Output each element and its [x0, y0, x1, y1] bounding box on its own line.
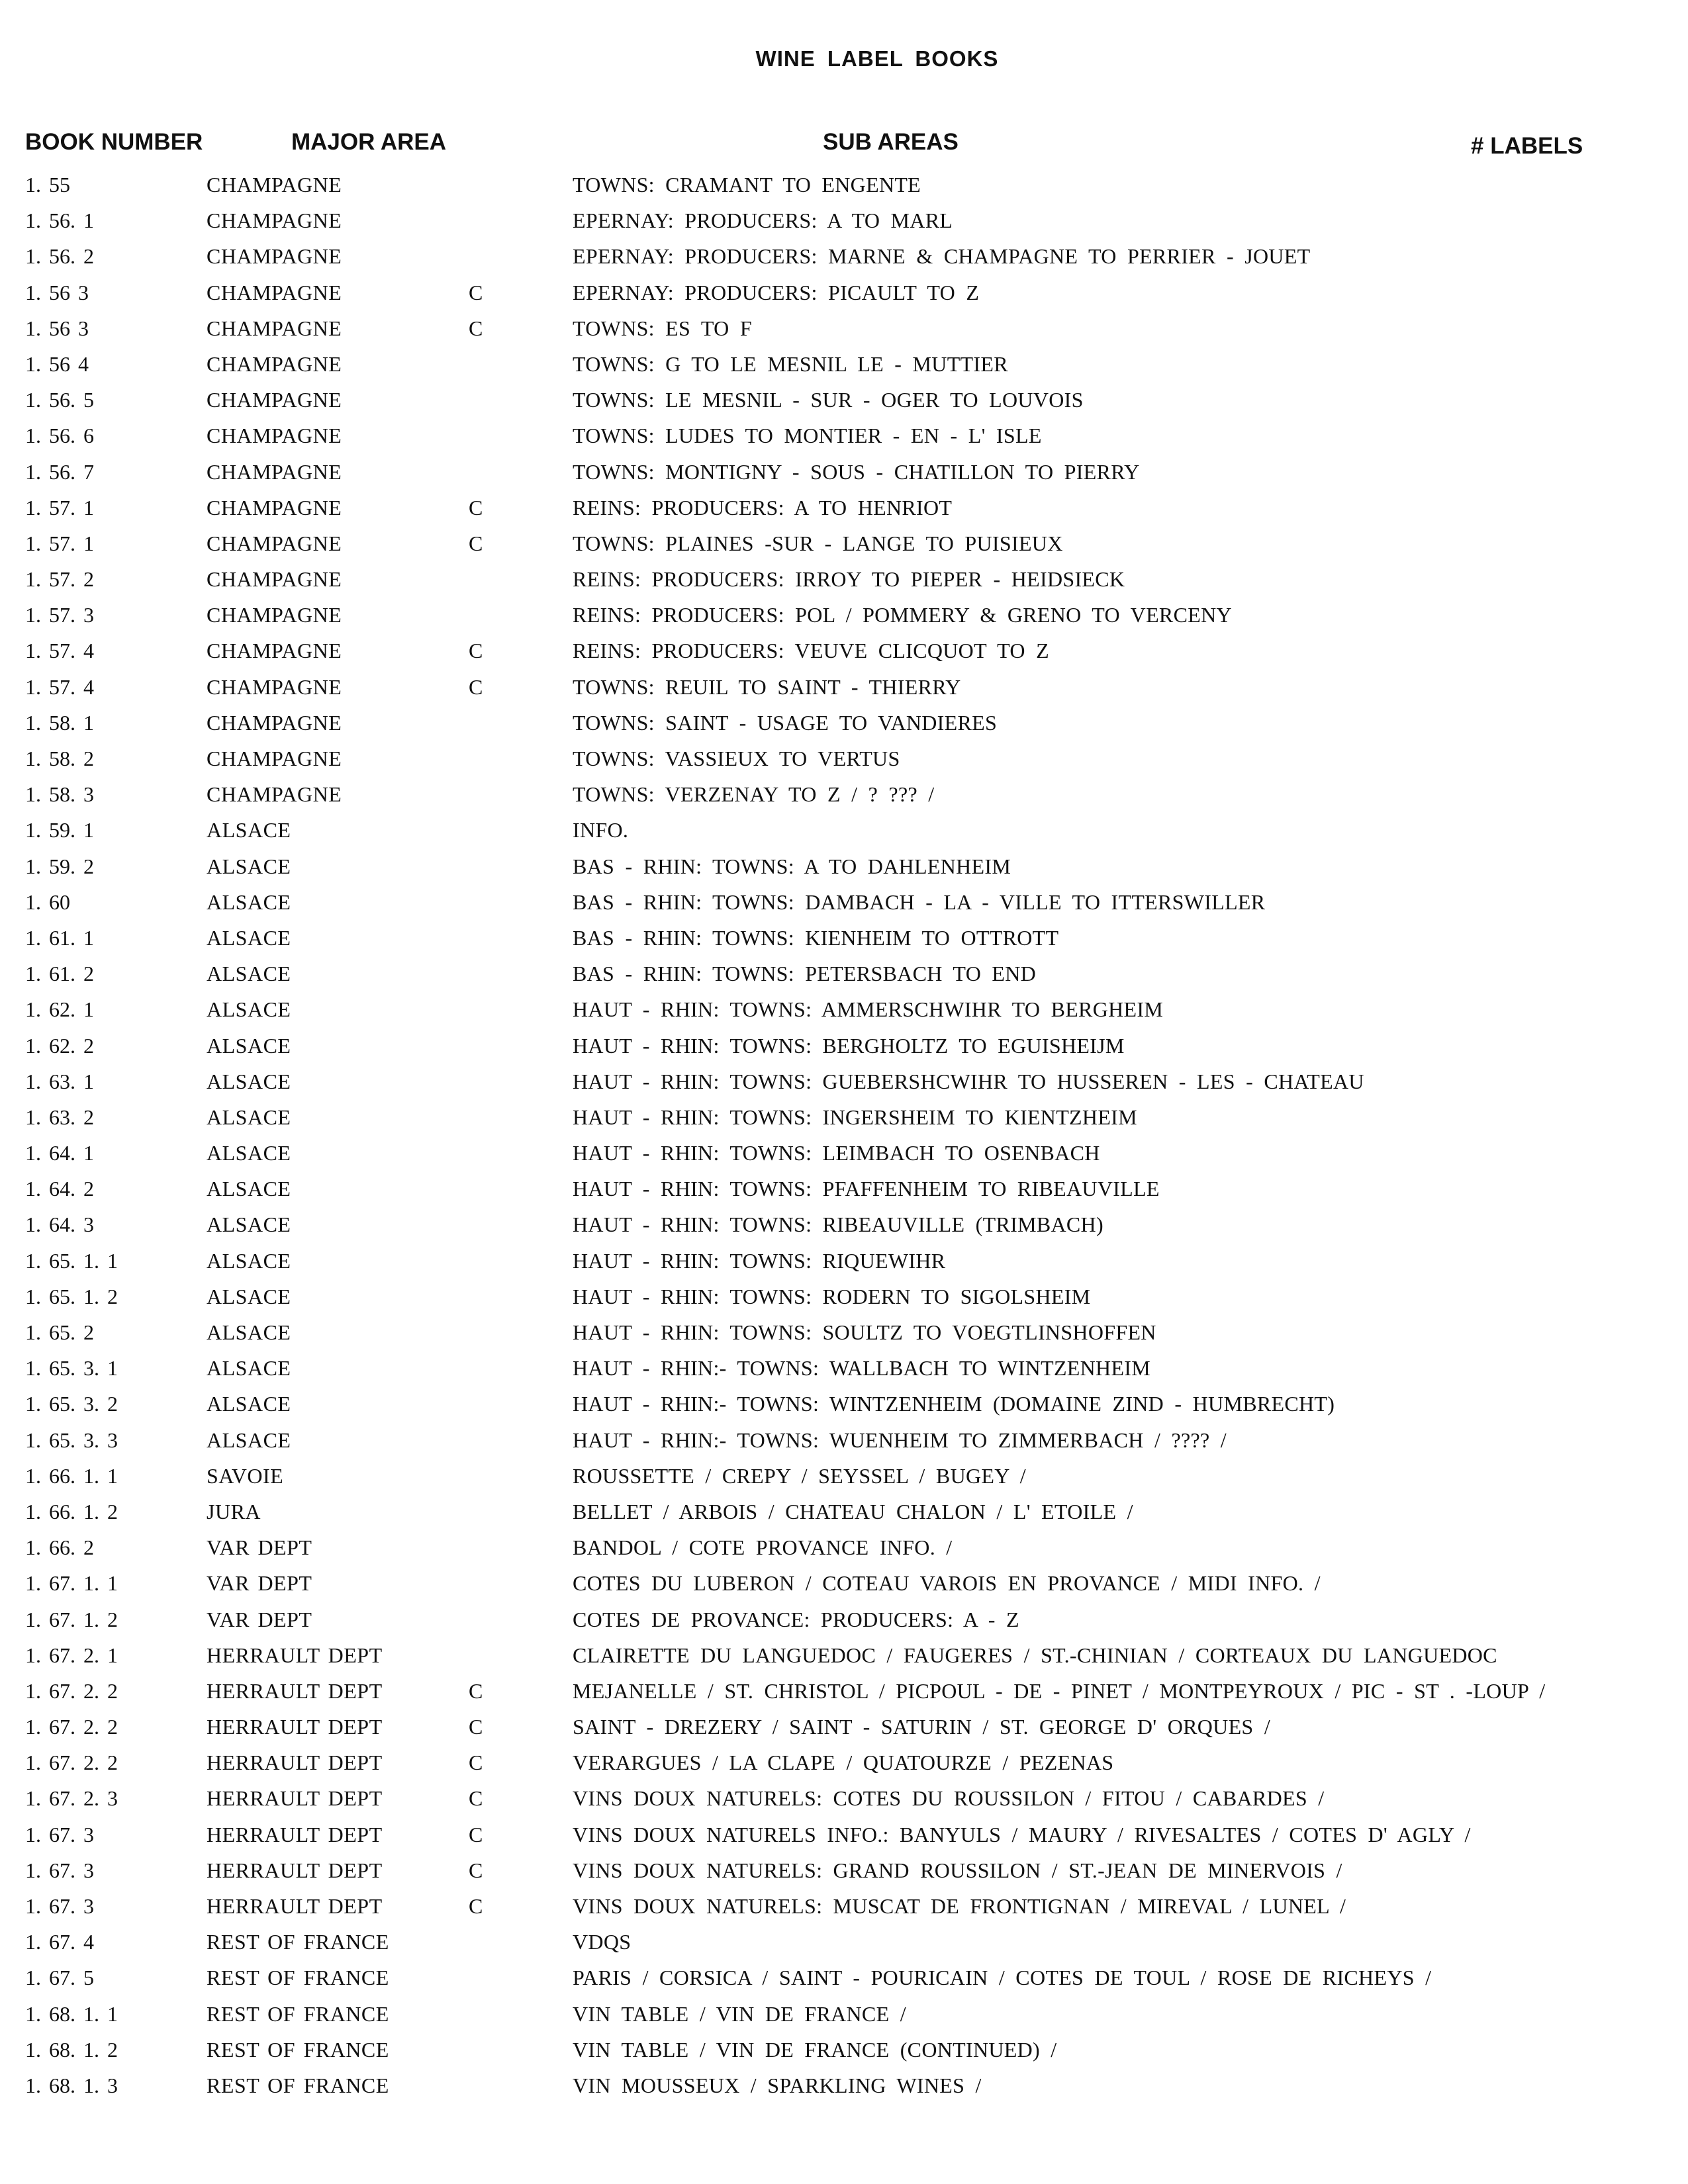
sub-areas-cell: COTES DU LUBERON / COTEAU VAROIS EN PROVANCE / MIDI INFO. / [573, 1571, 1321, 1596]
table-row [0, 1780, 1688, 1816]
table-row [0, 1888, 1688, 1924]
table-row [0, 956, 1688, 991]
sub-areas-cell: HAUT - RHIN: TOWNS: BERGHOLTZ TO EGUISHEIJM [573, 1033, 1125, 1058]
major-area-cell: REST OF FRANCE [207, 2073, 389, 2097]
book-number-cell: 1. 67. 5 [25, 1966, 94, 1990]
book-number-cell: 1. 67. 2. 2 [25, 1715, 118, 1739]
major-area-cell: CHAMPAGNE [207, 244, 342, 269]
book-number-cell: 1. 57. 2 [25, 567, 94, 592]
book-number-cell: 1. 61. 1 [25, 925, 94, 950]
book-number-cell: 1. 57. 1 [25, 495, 94, 520]
book-number-cell: 1. 57. 4 [25, 639, 94, 663]
table-row [0, 1028, 1688, 1064]
book-number-cell: 1. 67. 1. 2 [25, 1607, 118, 1631]
sub-areas-cell: EPERNAY: PRODUCERS: A TO MARL [573, 208, 953, 233]
sub-areas-cell: VIN TABLE / VIN DE FRANCE / [573, 2001, 906, 2026]
table-row [0, 2068, 1688, 2103]
major-area-cell: HERRAULT DEPT [207, 1678, 383, 1703]
table-row [0, 1852, 1688, 1888]
major-area-cell: CHAMPAGNE [207, 639, 342, 663]
sub-areas-cell: EPERNAY: PRODUCERS: PICAULT TO Z [573, 280, 980, 304]
table-row [0, 1602, 1688, 1637]
major-area-cell: CHAMPAGNE [207, 782, 342, 807]
sub-areas-cell: TOWNS: LE MESNIL - SUR - OGER TO LOUVOIS [573, 388, 1084, 412]
header-sub-areas: SUB AREAS [823, 129, 959, 155]
table-row [0, 848, 1688, 884]
table-row [0, 1745, 1688, 1780]
major-area-cell: ALSACE [207, 1033, 291, 1058]
table-row [0, 1709, 1688, 1745]
major-area-cell: REST OF FRANCE [207, 1966, 389, 1990]
sub-areas-cell: VINS DOUX NATURELS INFO.: BANYULS / MAURY / RIVESALTES / COTES D' AGLY / [573, 1822, 1471, 1846]
sub-areas-cell: SAINT - DREZERY / SAINT - SATURIN / ST. GEORGE D' ORQUES / [573, 1715, 1271, 1739]
header-book-number: BOOK NUMBER [25, 129, 203, 155]
major-area-cell: ALSACE [207, 997, 291, 1022]
table-row [0, 1637, 1688, 1673]
sub-areas-cell: HAUT - RHIN: TOWNS: INGERSHEIM TO KIENTZHEIM [573, 1105, 1137, 1129]
table-row [0, 1064, 1688, 1099]
table-row [0, 1135, 1688, 1171]
sub-areas-cell: EPERNAY: PRODUCERS: MARNE & CHAMPAGNE TO PERRIER - JOUET [573, 244, 1311, 269]
table-row [0, 1206, 1688, 1242]
book-number-cell: 1. 59. 2 [25, 854, 94, 878]
major-area-cell: JURA [207, 1499, 261, 1524]
sub-areas-cell: HAUT - RHIN: TOWNS: RODERN TO SIGOLSHEIM [573, 1284, 1091, 1308]
table-row [0, 1422, 1688, 1458]
table-row [0, 1314, 1688, 1350]
major-area-cell: HERRAULT DEPT [207, 1643, 383, 1667]
book-number-cell: 1. 65. 3. 3 [25, 1428, 118, 1452]
flag-cell: C [469, 674, 483, 699]
major-area-cell: CHAMPAGNE [207, 459, 342, 484]
flag-cell: C [469, 531, 483, 555]
sub-areas-cell: HAUT - RHIN: TOWNS: PFAFFENHEIM TO RIBEAUVILLE [573, 1177, 1160, 1201]
major-area-cell: CHAMPAGNE [207, 495, 342, 520]
book-number-cell: 1. 61. 2 [25, 962, 94, 986]
book-number-cell: 1. 68. 1. 3 [25, 2073, 118, 2097]
sub-areas-cell: TOWNS: VASSIEUX TO VERTUS [573, 747, 900, 770]
major-area-cell: REST OF FRANCE [207, 2037, 389, 2062]
major-area-cell: ALSACE [207, 1177, 291, 1201]
major-area-cell: ALSACE [207, 1320, 291, 1344]
book-number-cell: 1. 57. 1 [25, 531, 94, 555]
sub-areas-cell: ROUSSETTE / CREPY / SEYSSEL / BUGEY / [573, 1463, 1026, 1488]
sub-areas-cell: TOWNS: ES TO F [573, 316, 752, 340]
book-number-cell: 1. 67. 4 [25, 1930, 94, 1954]
table-row [0, 1099, 1688, 1135]
book-number-cell: 1. 56. 5 [25, 388, 94, 412]
sub-areas-cell: TOWNS: PLAINES -SUR - LANGE TO PUISIEUX [573, 531, 1063, 555]
major-area-cell: HERRAULT DEPT [207, 1822, 383, 1846]
major-area-cell: CHAMPAGNE [207, 351, 342, 376]
table-row [0, 1350, 1688, 1386]
major-area-cell: CHAMPAGNE [207, 674, 342, 699]
table-row [0, 382, 1688, 418]
sub-areas-cell: TOWNS: VERZENAY TO Z / ? ??? / [573, 782, 935, 807]
table-row [0, 1817, 1688, 1852]
major-area-cell: ALSACE [207, 818, 291, 842]
major-area-cell: ALSACE [207, 889, 291, 914]
table-row [0, 238, 1688, 274]
page-title: WINE LABEL BOOKS [755, 46, 999, 71]
book-number-cell: 1. 67. 2. 2 [25, 1678, 118, 1703]
major-area-cell: ALSACE [207, 1069, 291, 1093]
major-area-cell: ALSACE [207, 1284, 291, 1308]
major-area-cell: CHAMPAGNE [207, 567, 342, 592]
table-row [0, 1458, 1688, 1494]
book-number-cell: 1. 55 [25, 173, 70, 197]
sub-areas-cell: TOWNS: SAINT - USAGE TO VANDIERES [573, 710, 998, 735]
major-area-cell: ALSACE [207, 1248, 291, 1273]
major-area-cell: CHAMPAGNE [207, 280, 342, 304]
book-number-cell: 1. 64. 3 [25, 1212, 94, 1237]
table-row [0, 1996, 1688, 2032]
book-number-cell: 1. 56 3 [25, 280, 89, 304]
flag-cell: C [469, 1822, 483, 1846]
table-row [0, 1960, 1688, 1995]
major-area-cell: CHAMPAGNE [207, 603, 342, 627]
book-number-cell: 1. 67. 2. 2 [25, 1751, 118, 1775]
flag-cell: C [469, 1751, 483, 1775]
table-row [0, 812, 1688, 848]
major-area-cell: HERRAULT DEPT [207, 1751, 383, 1775]
book-number-cell: 1. 67. 3 [25, 1894, 94, 1918]
flag-cell: C [469, 1678, 483, 1703]
table-row [0, 991, 1688, 1027]
book-number-cell: 1. 66. 2 [25, 1535, 94, 1560]
major-area-cell: ALSACE [207, 1356, 291, 1381]
table-row [0, 669, 1688, 705]
book-number-cell: 1. 67. 2. 1 [25, 1643, 118, 1667]
major-area-cell: REST OF FRANCE [207, 2001, 389, 2026]
book-number-cell: 1. 67. 3 [25, 1822, 94, 1846]
flag-cell: C [469, 280, 483, 304]
table-header [0, 129, 1688, 162]
sub-areas-cell: REINS: PRODUCERS: A TO HENRIOT [573, 495, 953, 520]
sub-areas-cell: VIN MOUSSEUX / SPARKLING WINES / [573, 2073, 982, 2097]
table-row [0, 776, 1688, 812]
table-row [0, 1565, 1688, 1601]
book-number-cell: 1. 62. 2 [25, 1033, 94, 1058]
major-area-cell: HERRAULT DEPT [207, 1858, 383, 1882]
major-area-cell: ALSACE [207, 1428, 291, 1452]
book-number-cell: 1. 66. 1. 2 [25, 1499, 118, 1524]
book-number-cell: 1. 62. 1 [25, 997, 94, 1022]
table-row [0, 920, 1688, 956]
book-number-cell: 1. 56. 7 [25, 459, 94, 484]
book-number-cell: 1. 58. 2 [25, 747, 94, 770]
sub-areas-cell: VINS DOUX NATURELS: COTES DU ROUSSILON / FITOU / CABARDES / [573, 1786, 1325, 1811]
major-area-cell: CHAMPAGNE [207, 173, 342, 197]
table-row [0, 633, 1688, 668]
book-number-cell: 1. 67. 3 [25, 1858, 94, 1882]
sub-areas-cell: HAUT - RHIN: TOWNS: SOULTZ TO VOEGTLINSHOFFEN [573, 1320, 1156, 1344]
table-row [0, 2032, 1688, 2068]
table-row [0, 310, 1688, 346]
book-number-cell: 1. 56 3 [25, 316, 89, 340]
sub-areas-cell: HAUT - RHIN: TOWNS: RIBEAUVILLE (TRIMBACH) [573, 1212, 1103, 1237]
sub-areas-cell: HAUT - RHIN: TOWNS: AMMERSCHWIHR TO BERGHEIM [573, 997, 1164, 1022]
sub-areas-cell: HAUT - RHIN:- TOWNS: WINTZENHEIM (DOMAINE ZIND - HUMBRECHT) [573, 1392, 1335, 1416]
sub-areas-cell: BAS - RHIN: TOWNS: A TO DAHLENHEIM [573, 854, 1011, 878]
major-area-cell: HERRAULT DEPT [207, 1894, 383, 1918]
sub-areas-cell: COTES DE PROVANCE: PRODUCERS: A - Z [573, 1607, 1019, 1631]
book-number-cell: 1. 56. 1 [25, 208, 94, 233]
book-number-cell: 1. 68. 1. 1 [25, 2001, 118, 2026]
table-row [0, 346, 1688, 382]
major-area-cell: REST OF FRANCE [207, 1930, 389, 1954]
sub-areas-cell: REINS: PRODUCERS: VEUVE CLICQUOT TO Z [573, 639, 1049, 663]
table-row [0, 741, 1688, 776]
major-area-cell: CHAMPAGNE [207, 316, 342, 340]
table-row [0, 1673, 1688, 1709]
book-number-cell: 1. 56. 2 [25, 244, 94, 269]
sub-areas-cell: HAUT - RHIN: TOWNS: RIQUEWIHR [573, 1248, 946, 1273]
major-area-cell: VAR DEPT [207, 1607, 312, 1631]
sub-areas-cell: TOWNS: G TO LE MESNIL LE - MUTTIER [573, 351, 1008, 376]
sub-areas-cell: INFO. [573, 818, 629, 842]
major-area-cell: ALSACE [207, 854, 291, 878]
sub-areas-cell: BAS - RHIN: TOWNS: PETERSBACH TO END [573, 962, 1037, 986]
table-row [0, 1171, 1688, 1206]
major-area-cell: CHAMPAGNE [207, 710, 342, 735]
sub-areas-cell: TOWNS: LUDES TO MONTIER - EN - L' ISLE [573, 424, 1042, 448]
sub-areas-cell: REINS: PRODUCERS: POL / POMMERY & GRENO TO VERCENY [573, 603, 1232, 627]
sub-areas-cell: BANDOL / COTE PROVANCE INFO. / [573, 1535, 953, 1560]
table-row [0, 561, 1688, 597]
table-row [0, 1494, 1688, 1529]
table-row [0, 167, 1688, 203]
book-number-cell: 1. 57. 4 [25, 674, 94, 699]
sub-areas-cell: MEJANELLE / ST. CHRISTOL / PICPOUL - DE - PINET / MONTPEYROUX / PIC - ST . -LOUP / [573, 1678, 1546, 1703]
major-area-cell: ALSACE [207, 925, 291, 950]
sub-areas-cell: PARIS / CORSICA / SAINT - POURICAIN / COTES DE TOUL / ROSE DE RICHEYS / [573, 1966, 1432, 1990]
table-row [0, 525, 1688, 561]
table-row [0, 203, 1688, 238]
major-area-cell: CHAMPAGNE [207, 388, 342, 412]
major-area-cell: VAR DEPT [207, 1571, 312, 1596]
major-area-cell: CHAMPAGNE [207, 531, 342, 555]
sub-areas-cell: CLAIRETTE DU LANGUEDOC / FAUGERES / ST.-CHINIAN / CORTEAUX DU LANGUEDOC [573, 1643, 1497, 1667]
major-area-cell: ALSACE [207, 1141, 291, 1165]
table-row [0, 275, 1688, 310]
book-number-cell: 1. 58. 3 [25, 782, 94, 807]
table-row [0, 1243, 1688, 1279]
sub-areas-cell: VINS DOUX NATURELS: MUSCAT DE FRONTIGNAN / MIREVAL / LUNEL / [573, 1894, 1346, 1918]
major-area-cell: VAR DEPT [207, 1535, 312, 1560]
book-number-cell: 1. 65. 1. 2 [25, 1284, 118, 1308]
major-area-cell: ALSACE [207, 1392, 291, 1416]
table-row [0, 418, 1688, 453]
major-area-cell: CHAMPAGNE [207, 208, 342, 233]
sub-areas-cell: TOWNS: REUIL TO SAINT - THIERRY [573, 674, 961, 699]
book-number-cell: 1. 67. 2. 3 [25, 1786, 118, 1811]
book-number-cell: 1. 64. 1 [25, 1141, 94, 1165]
book-number-cell: 1. 60 [25, 889, 70, 914]
flag-cell: C [469, 495, 483, 520]
book-number-cell: 1. 57. 3 [25, 603, 94, 627]
sub-areas-cell: HAUT - RHIN: TOWNS: LEIMBACH TO OSENBACH [573, 1141, 1100, 1165]
header-labels-count: # LABELS [1471, 133, 1583, 159]
sub-areas-cell: BAS - RHIN: TOWNS: KIENHEIM TO OTTROTT [573, 925, 1059, 950]
sub-areas-cell: VERARGUES / LA CLAPE / QUATOURZE / PEZENAS [573, 1751, 1114, 1775]
flag-cell: C [469, 316, 483, 340]
flag-cell: C [469, 639, 483, 663]
book-number-cell: 1. 67. 1. 1 [25, 1571, 118, 1596]
flag-cell: C [469, 1858, 483, 1882]
major-area-cell: CHAMPAGNE [207, 424, 342, 448]
book-number-cell: 1. 65. 1. 1 [25, 1248, 118, 1273]
flag-cell: C [469, 1786, 483, 1811]
sub-areas-cell: BELLET / ARBOIS / CHATEAU CHALON / L' ETOILE / [573, 1499, 1133, 1524]
sub-areas-cell: VINS DOUX NATURELS: GRAND ROUSSILON / ST.-JEAN DE MINERVOIS / [573, 1858, 1342, 1882]
sub-areas-cell: HAUT - RHIN:- TOWNS: WALLBACH TO WINTZENHEIM [573, 1356, 1151, 1381]
book-number-cell: 1. 58. 1 [25, 710, 94, 735]
sub-areas-cell: TOWNS: CRAMANT TO ENGENTE [573, 173, 921, 197]
major-area-cell: ALSACE [207, 962, 291, 986]
major-area-cell: HERRAULT DEPT [207, 1715, 383, 1739]
flag-cell: C [469, 1715, 483, 1739]
table-row [0, 705, 1688, 741]
major-area-cell: HERRAULT DEPT [207, 1786, 383, 1811]
sub-areas-cell: VIN TABLE / VIN DE FRANCE (CONTINUED) / [573, 2037, 1057, 2062]
table-row [0, 454, 1688, 490]
table-row [0, 884, 1688, 920]
table-row [0, 597, 1688, 633]
book-table [0, 167, 1688, 2103]
book-number-cell: 1. 68. 1. 2 [25, 2037, 118, 2062]
table-row [0, 1529, 1688, 1565]
sub-areas-cell: HAUT - RHIN: TOWNS: GUEBERSHCWIHR TO HUSSEREN - LES - CHATEAU [573, 1069, 1364, 1093]
header-major-area: MAJOR AREA [291, 129, 446, 155]
sub-areas-cell: BAS - RHIN: TOWNS: DAMBACH - LA - VILLE TO ITTERSWILLER [573, 889, 1266, 914]
book-number-cell: 1. 64. 2 [25, 1177, 94, 1201]
table-row [0, 1279, 1688, 1314]
sub-areas-cell: REINS: PRODUCERS: IRROY TO PIEPER - HEIDSIECK [573, 567, 1125, 592]
book-number-cell: 1. 56 4 [25, 351, 89, 376]
flag-cell: C [469, 1894, 483, 1918]
sub-areas-cell: HAUT - RHIN:- TOWNS: WUENHEIM TO ZIMMERBACH / ???? / [573, 1428, 1227, 1452]
book-number-cell: 1. 56. 6 [25, 424, 94, 448]
major-area-cell: ALSACE [207, 1105, 291, 1129]
sub-areas-cell: VDQS [573, 1930, 632, 1954]
major-area-cell: ALSACE [207, 1212, 291, 1237]
table-row [0, 1386, 1688, 1422]
book-number-cell: 1. 65. 2 [25, 1320, 94, 1344]
major-area-cell: SAVOIE [207, 1463, 284, 1488]
book-number-cell: 1. 63. 2 [25, 1105, 94, 1129]
table-row [0, 490, 1688, 525]
book-number-cell: 1. 65. 3. 2 [25, 1392, 118, 1416]
sub-areas-cell: TOWNS: MONTIGNY - SOUS - CHATILLON TO PIERRY [573, 459, 1140, 484]
book-number-cell: 1. 63. 1 [25, 1069, 94, 1093]
book-number-cell: 1. 59. 1 [25, 818, 94, 842]
book-number-cell: 1. 66. 1. 1 [25, 1463, 118, 1488]
table-row [0, 1924, 1688, 1960]
major-area-cell: CHAMPAGNE [207, 747, 342, 770]
book-number-cell: 1. 65. 3. 1 [25, 1356, 118, 1381]
